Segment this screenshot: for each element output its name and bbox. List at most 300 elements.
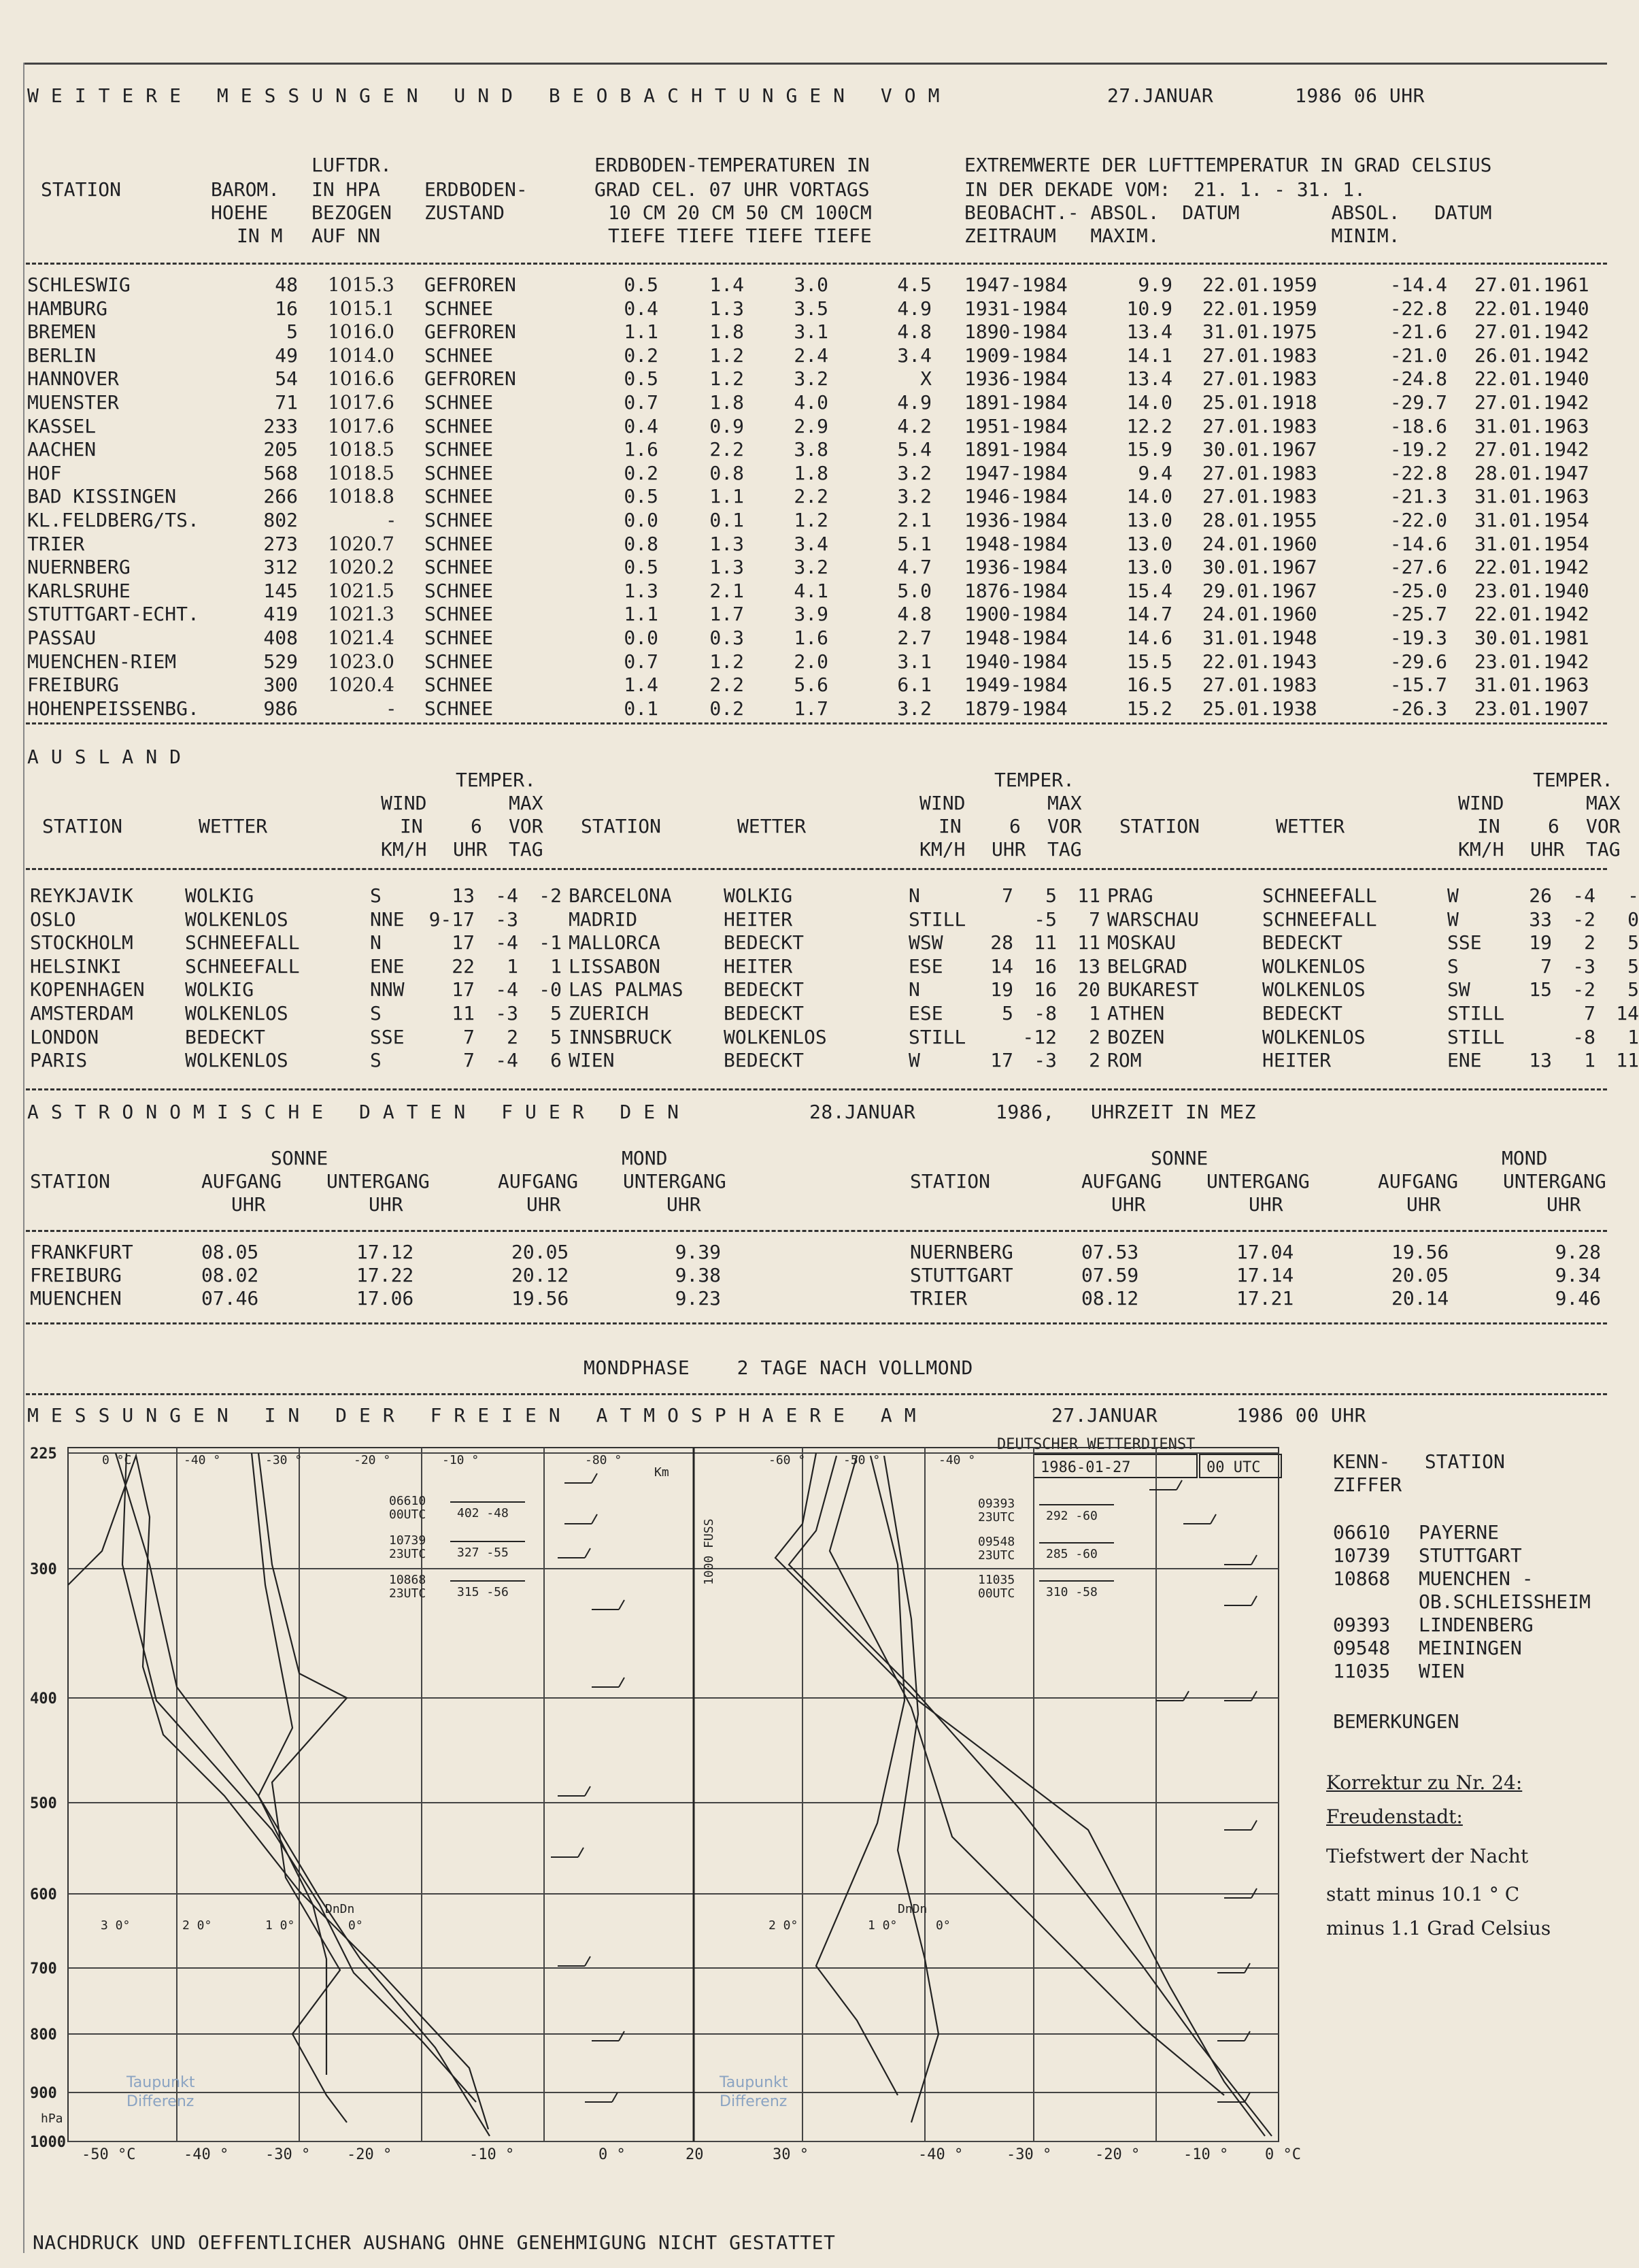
wind-dir: WSW [909, 931, 943, 954]
pressure: 1021.5 [328, 579, 394, 602]
wind-dir: W [909, 1049, 920, 1072]
max-prev: 11 [1616, 1049, 1639, 1072]
temp-10cm: 0.5 [624, 556, 658, 579]
header-wind: WIND [919, 792, 966, 814]
header-uhr: UHR [1530, 838, 1565, 861]
station-id: 06610 [389, 1494, 426, 1508]
temp-6h: -3 [1034, 1049, 1057, 1072]
station-name: AACHEN [27, 438, 97, 461]
temp-10cm: 0.5 [624, 367, 658, 390]
foreign-station: ATHEN [1107, 1002, 1165, 1024]
header-aufgang: AUFGANG [201, 1170, 282, 1193]
station-name: MEININGEN [1419, 1637, 1522, 1659]
obs-period: 1879-1984 [964, 697, 1068, 720]
wind-barb [585, 1956, 590, 1966]
obs-period: 1951-1984 [964, 414, 1068, 437]
wind-dir: ENE [370, 954, 405, 978]
abs-min: -22.8 [1389, 297, 1447, 320]
foreign-station: ROM [1107, 1049, 1142, 1072]
header-aufgang: AUFGANG [1081, 1170, 1162, 1193]
wind-dir: NNE [370, 907, 405, 931]
tropopause-value: 402 -48 [457, 1506, 509, 1520]
header-untergang: UNTERGANG [1206, 1170, 1310, 1193]
abs-min: -24.8 [1389, 367, 1447, 390]
max-prev: 7 [1089, 907, 1100, 931]
station-name: STUTTGART-ECHT. [27, 603, 199, 626]
abs-min: -18.6 [1389, 414, 1447, 437]
abs-min: -25.7 [1389, 603, 1447, 626]
moonset: 9.34 [1555, 1264, 1601, 1286]
footer-note: NACHDRUCK UND OEFFENTLICHER AUSHANG OHNE GENEHMIGUNG NICHT GESTATTET [33, 2231, 836, 2254]
watermark: Differenz [720, 2093, 788, 2110]
header-station: STATION [910, 1170, 991, 1193]
header-luftdr: LUFTDR. [311, 154, 392, 176]
temp-6h: 11 [1034, 931, 1057, 954]
station-height: 233 [263, 414, 298, 437]
wind-dir: SW [1447, 978, 1470, 1001]
ausland-title: AUSLAND [27, 746, 194, 768]
foreign-station: OSLO [30, 907, 76, 931]
temp-50cm: 3.2 [794, 556, 828, 579]
temp-label: -10 ° [442, 1453, 479, 1467]
obs-period: 1946-1984 [964, 485, 1068, 508]
header-tag: TAG [509, 838, 543, 861]
temp-50cm: 3.8 [794, 438, 828, 461]
temp-20cm: 0.3 [709, 627, 744, 649]
min-date: 31.01.1963 [1474, 414, 1589, 437]
temp-20cm: 0.1 [709, 509, 744, 531]
header-6: 6 [471, 815, 482, 837]
station-name: PAYERNE [1419, 1521, 1500, 1544]
temp-6h: -4 [495, 931, 518, 954]
temp-20cm: 1.4 [709, 273, 744, 296]
temp-100cm: 3.1 [897, 650, 932, 673]
temp-100cm: 5.0 [897, 579, 932, 602]
foreign-station: INNSBRUCK [569, 1025, 672, 1048]
temp-6h: 1 [1584, 1049, 1595, 1072]
min-date: 31.01.1963 [1474, 673, 1589, 697]
temp-100cm: 6.1 [897, 673, 932, 697]
wind-dir: W [1447, 884, 1459, 907]
station-name: MUENCHEN - [1419, 1567, 1534, 1590]
header-aufgang: AUFGANG [1378, 1170, 1459, 1193]
abs-max: 15.2 [1126, 697, 1172, 720]
temp-100cm: 4.9 [897, 297, 932, 320]
sunset: 17.04 [1236, 1241, 1294, 1263]
header-uhr: UHR [526, 1193, 561, 1216]
correction-text: minus 1.1 Grad Celsius [1326, 1917, 1551, 1939]
moonrise: 20.05 [511, 1241, 569, 1263]
dewpoint-label: 0° [348, 1918, 363, 1933]
max-prev: 11 [1077, 931, 1100, 954]
soil-state: SCHNEE [424, 344, 494, 367]
temp-label: 0 °C [1265, 2146, 1301, 2163]
moonset: 9.39 [675, 1241, 721, 1263]
soil-state: SCHNEE [424, 627, 494, 649]
wind-dir: N [370, 931, 382, 954]
pressure: 1020.7 [328, 532, 394, 555]
temp-50cm: 2.9 [794, 414, 828, 437]
foreign-station: BARCELONA [569, 884, 672, 907]
wind-speed: 5 [1002, 1002, 1013, 1024]
correction-note: Korrektur zu Nr. 24: [1326, 1771, 1523, 1794]
temp-label: -50 °C [82, 2146, 136, 2163]
temp-label: -80 ° [585, 1453, 622, 1467]
temp-label: -20 ° [354, 1453, 391, 1467]
wind-speed: 17 [452, 978, 475, 1001]
foreign-station: BUKAREST [1107, 978, 1199, 1001]
header-wetter: WETTER [1276, 815, 1345, 837]
temp-100cm: 2.1 [897, 509, 932, 531]
tropopause-value: 310 -58 [1046, 1585, 1098, 1599]
station-name: BAD KISSINGEN [27, 485, 177, 508]
pressure: 1018.5 [328, 438, 394, 461]
soil-state: SCHNEE [424, 485, 494, 508]
correction-station: Freudenstadt: [1326, 1805, 1463, 1828]
station-height: 145 [263, 579, 298, 602]
temp-20cm: 1.7 [709, 603, 744, 626]
pressure: 1016.6 [328, 367, 394, 390]
sunset: 17.21 [1236, 1287, 1294, 1310]
temp-label: -30 ° [1007, 2146, 1052, 2163]
pressure: 1023.0 [328, 650, 394, 673]
wind-speed: 13 [1529, 1049, 1552, 1072]
temp-label: 20 [686, 2146, 704, 2163]
pressure: 1016.0 [328, 320, 394, 344]
obs-period: 1891-1984 [964, 391, 1068, 414]
abs-min: -22.0 [1389, 509, 1447, 531]
wind-dir: W [1447, 907, 1459, 931]
foreign-station: BOZEN [1107, 1025, 1165, 1048]
sunset: 17.06 [356, 1287, 414, 1310]
temp-6h: 16 [1034, 954, 1057, 978]
wind-dir: ESE [909, 1002, 943, 1024]
header-wetter: WETTER [737, 815, 807, 837]
max-prev: 13 [1077, 954, 1100, 978]
station-id: 09393 [978, 1497, 1015, 1511]
max-date: 27.01.1983 [1202, 344, 1317, 367]
pressure-label: 400 [30, 1690, 57, 1707]
temp-label: 0 ° [598, 2146, 626, 2163]
fuss-label: 1000 FUSS [702, 1518, 716, 1585]
watermark: Differenz [126, 2093, 195, 2110]
abs-max: 13.0 [1126, 532, 1172, 555]
header-kmh: KM/H [1458, 838, 1504, 861]
pressure: 1015.1 [328, 297, 394, 320]
moon-phase: MONDPHASE 2 TAGE NACH VOLLMOND [584, 1356, 973, 1379]
max-date: 22.01.1959 [1202, 273, 1317, 296]
max-date: 28.01.1955 [1202, 509, 1317, 531]
header-mond: MOND [622, 1147, 668, 1169]
temp-6h: 2 [507, 1025, 518, 1048]
astro-year: 1986, [996, 1101, 1055, 1123]
header-6: 6 [1548, 815, 1559, 837]
foreign-station: LONDON [30, 1025, 99, 1048]
abs-min: -29.7 [1389, 391, 1447, 414]
pressure: - [388, 509, 394, 531]
foreign-station: PARIS [30, 1049, 88, 1072]
station-name: TRIER [27, 532, 85, 555]
wind-dir: S [370, 1002, 382, 1024]
weather: BEDECKT [1262, 931, 1343, 954]
moonset: 9.23 [675, 1287, 721, 1310]
temp-100cm: 3.4 [897, 344, 932, 367]
min-date: 27.01.1961 [1474, 273, 1589, 296]
soil-state: SCHNEE [424, 603, 494, 626]
watermark: Taupunkt [126, 2074, 195, 2091]
weather: WOLKENLOS [185, 1049, 288, 1072]
header-tiefe: TIEFE TIEFE TIEFE TIEFE [608, 224, 872, 247]
tropopause-value: 315 -56 [457, 1585, 509, 1599]
max-date: 22.01.1943 [1202, 650, 1317, 673]
wind-speed: 7 [1002, 884, 1013, 907]
abs-max: 15.5 [1126, 650, 1172, 673]
header-tag: TAG [1586, 838, 1621, 861]
temp-100cm: 4.9 [897, 391, 932, 414]
header-kmh: KM/H [381, 838, 427, 861]
min-date: 27.01.1942 [1474, 391, 1589, 414]
astro-timezone: UHRZEIT IN MEZ [1091, 1101, 1257, 1123]
dewpoint-label: 0° [936, 1918, 951, 1933]
abs-min: -14.4 [1389, 273, 1447, 296]
abs-max: 14.1 [1126, 344, 1172, 367]
weather: WOLKENLOS [1262, 954, 1366, 978]
header-depths: 10 CM 20 CM 50 CM 100CM [608, 201, 872, 224]
header-wind: WIND [1458, 792, 1504, 814]
temp-6h: -4 [495, 1049, 518, 1072]
header-uhr: UHR [666, 1193, 701, 1216]
temp-10cm: 0.2 [624, 461, 658, 484]
weather: WOLKENLOS [1262, 1025, 1366, 1048]
station-id: 06610 [1333, 1521, 1391, 1544]
wind-speed: 7 [463, 1049, 475, 1072]
temp-20cm: 1.3 [709, 556, 744, 579]
temp-label: -50 ° [843, 1453, 881, 1467]
obs-time: 23UTC [389, 1586, 426, 1601]
wind-dir: N [909, 884, 920, 907]
temp-6h: -3 [1572, 954, 1595, 978]
header-station: STATION [581, 815, 662, 837]
weather: WOLKIG [185, 978, 254, 1001]
weather: WOLKENLOS [185, 907, 288, 931]
header-max: MAX [509, 792, 543, 814]
freie-title: MESSUNGEN IN DER FREIEN ATMOSPHAERE AM [27, 1404, 928, 1427]
header-in-hpa: IN HPA [311, 178, 381, 201]
wind-speed: 26 [1529, 884, 1552, 907]
temp-10cm: 0.4 [624, 297, 658, 320]
wind-dir: STILL [909, 907, 966, 931]
obs-time: 00UTC [978, 1586, 1015, 1601]
max-date: 30.01.1967 [1202, 438, 1317, 461]
max-date: 31.01.1948 [1202, 627, 1317, 649]
wind-dir: ENE [1447, 1049, 1482, 1072]
temp-100cm: 4.5 [897, 273, 932, 296]
abs-min: -21.6 [1389, 320, 1447, 344]
abs-min: -19.3 [1389, 627, 1447, 649]
header-temper: TEMPER. [1533, 769, 1614, 791]
abs-min: -21.3 [1389, 485, 1447, 508]
moonset: 9.28 [1555, 1241, 1601, 1263]
temp-20cm: 1.3 [709, 297, 744, 320]
abs-max: 14.7 [1126, 603, 1172, 626]
temp-50cm: 4.1 [794, 579, 828, 602]
pressure-label: 700 [30, 1961, 57, 1978]
temp-50cm: 2.2 [794, 485, 828, 508]
temp-6h: 7 [1584, 1002, 1595, 1024]
wind-dir: STILL [1447, 1002, 1505, 1024]
obs-period: 1900-1984 [964, 603, 1068, 626]
correction-text: statt minus 10.1 ° C [1326, 1883, 1520, 1905]
foreign-station: REYKJAVIK [30, 884, 133, 907]
moonset: 9.38 [675, 1264, 721, 1286]
wind-barb [619, 2031, 624, 2041]
max-prev: 1 [550, 954, 562, 978]
header-in: IN [1477, 815, 1500, 837]
pressure-label: 500 [30, 1795, 57, 1812]
temperature-profile [884, 1456, 939, 2122]
station-height: 16 [275, 297, 298, 320]
tropopause-value: 292 -60 [1046, 1509, 1098, 1523]
pressure-label: 900 [30, 2085, 57, 2102]
max-prev: 2 [1089, 1049, 1100, 1072]
temp-6h: 16 [1034, 978, 1057, 1001]
wind-speed: 19 [1529, 931, 1552, 954]
temp-6h: -3 [495, 907, 518, 931]
station-name: KARLSRUHE [27, 579, 131, 602]
obs-period: 1909-1984 [964, 344, 1068, 367]
min-date: 31.01.1954 [1474, 509, 1589, 531]
foreign-station: MALLORCA [569, 931, 660, 954]
obs-period: 1891-1984 [964, 438, 1068, 461]
temp-50cm: 3.4 [794, 532, 828, 555]
max-date: 31.01.1975 [1202, 320, 1317, 344]
station-name: PASSAU [27, 627, 97, 649]
station-id: 10868 [1333, 1567, 1391, 1590]
station-height: 266 [263, 485, 298, 508]
abs-max: 15.9 [1126, 438, 1172, 461]
pressure: 1021.4 [328, 627, 394, 649]
header-uhr: UHR [1547, 1193, 1581, 1216]
temp-20cm: 0.8 [709, 461, 744, 484]
correction-text: Tiefstwert der Nacht [1326, 1845, 1529, 1867]
station-height: 5 [286, 320, 298, 344]
temp-10cm: 0.7 [624, 391, 658, 414]
temp-10cm: 1.6 [624, 438, 658, 461]
wind-speed: 15 [1529, 978, 1552, 1001]
temp-6h: -8 [1572, 1025, 1595, 1048]
obs-time: 00UTC [389, 1507, 426, 1522]
station-name: STUTTGART [1419, 1544, 1522, 1567]
weather: BEDECKT [1262, 1002, 1343, 1024]
header-station: STATION [1119, 815, 1200, 837]
station-name: MUENCHEN-RIEM [27, 650, 177, 673]
abs-max: 16.5 [1126, 673, 1172, 697]
temp-label: 0 °C [102, 1453, 132, 1467]
pressure: 1017.6 [328, 414, 394, 437]
temp-20cm: 2.2 [709, 438, 744, 461]
min-date: 22.01.1942 [1474, 603, 1589, 626]
station-name: HOF [27, 461, 62, 484]
wind-dir: STILL [909, 1025, 966, 1048]
sunrise: 08.12 [1081, 1287, 1139, 1310]
obs-time: 23UTC [978, 1548, 1015, 1563]
abs-min: -26.3 [1389, 697, 1447, 720]
wind-barb [1251, 1820, 1257, 1830]
station-name: KASSEL [27, 414, 97, 437]
max-date: 29.01.1967 [1202, 579, 1317, 602]
header-vor: VOR [509, 815, 543, 837]
pressure: 1015.3 [328, 273, 394, 296]
abs-max: 9.4 [1138, 461, 1172, 484]
remarks-title: BEMERKUNGEN [1333, 1710, 1459, 1733]
header-station: STATION [30, 1170, 111, 1193]
wind-barb [1251, 1691, 1257, 1701]
temp-label: -30 ° [265, 1453, 303, 1467]
max-prev: -1 [539, 931, 562, 954]
temp-6h: -12 [1022, 1025, 1057, 1048]
astro-station: TRIER [910, 1287, 968, 1310]
station-height: 568 [263, 461, 298, 484]
min-date: 31.01.1954 [1474, 532, 1589, 555]
station-id: 09548 [978, 1535, 1015, 1549]
sunrise: 08.02 [201, 1264, 259, 1286]
station-id: 09393 [1333, 1614, 1391, 1636]
pressure: 1020.4 [328, 673, 394, 697]
tropopause-value: 327 -55 [457, 1546, 509, 1560]
wind-dir: STILL [1447, 1025, 1505, 1048]
temp-50cm: 3.2 [794, 367, 828, 390]
max-prev: 1 [1627, 1025, 1639, 1048]
abs-min: -14.6 [1389, 532, 1447, 555]
obs-time: 23UTC [978, 1510, 1015, 1524]
header-station: STATION [41, 178, 122, 201]
temp-50cm: 2.4 [794, 344, 828, 367]
temp-label: -10 ° [469, 2146, 515, 2163]
pressure: 1021.3 [328, 603, 394, 626]
header-dekade: IN DER DEKADE VOM: 21. 1. - 31. 1. [964, 178, 1366, 201]
foreign-station: BELGRAD [1107, 954, 1188, 978]
station-id: 10739 [1333, 1544, 1391, 1567]
max-prev: 11 [1077, 884, 1100, 907]
header-sonne: SONNE [1151, 1147, 1209, 1169]
max-date: 24.01.1960 [1202, 532, 1317, 555]
astro-date: 28.JANUAR [809, 1101, 916, 1123]
max-prev: - [1627, 884, 1639, 907]
wind-barb [1177, 1480, 1182, 1490]
station-id: 10739 [389, 1533, 426, 1548]
obs-period: 1890-1984 [964, 320, 1068, 344]
temp-50cm: 3.5 [794, 297, 828, 320]
temp-10cm: 1.1 [624, 603, 658, 626]
station-name: MUENSTER [27, 391, 119, 414]
freie-time: 1986 00 UHR [1236, 1404, 1366, 1427]
temp-6h: 1 [507, 954, 518, 978]
max-prev: 5 [1627, 931, 1639, 954]
moonrise: 20.14 [1391, 1287, 1449, 1310]
station-name: SCHLESWIG [27, 273, 131, 296]
foreign-station: LAS PALMAS [569, 978, 683, 1001]
abs-min: -22.8 [1389, 461, 1447, 484]
max-prev: -0 [539, 978, 562, 1001]
astro-station: FREIBURG [30, 1264, 122, 1286]
header-extreme-cols-2: ZEITRAUM MAXIM. MINIM. [964, 224, 1400, 247]
astro-station: MUENCHEN [30, 1287, 122, 1310]
header-zustand: ZUSTAND [424, 201, 505, 224]
weather: BEDECKT [724, 1049, 805, 1072]
foreign-station: AMSTERDAM [30, 1002, 133, 1024]
header-wind: WIND [381, 792, 427, 814]
wind-dir: SSE [1447, 931, 1482, 954]
